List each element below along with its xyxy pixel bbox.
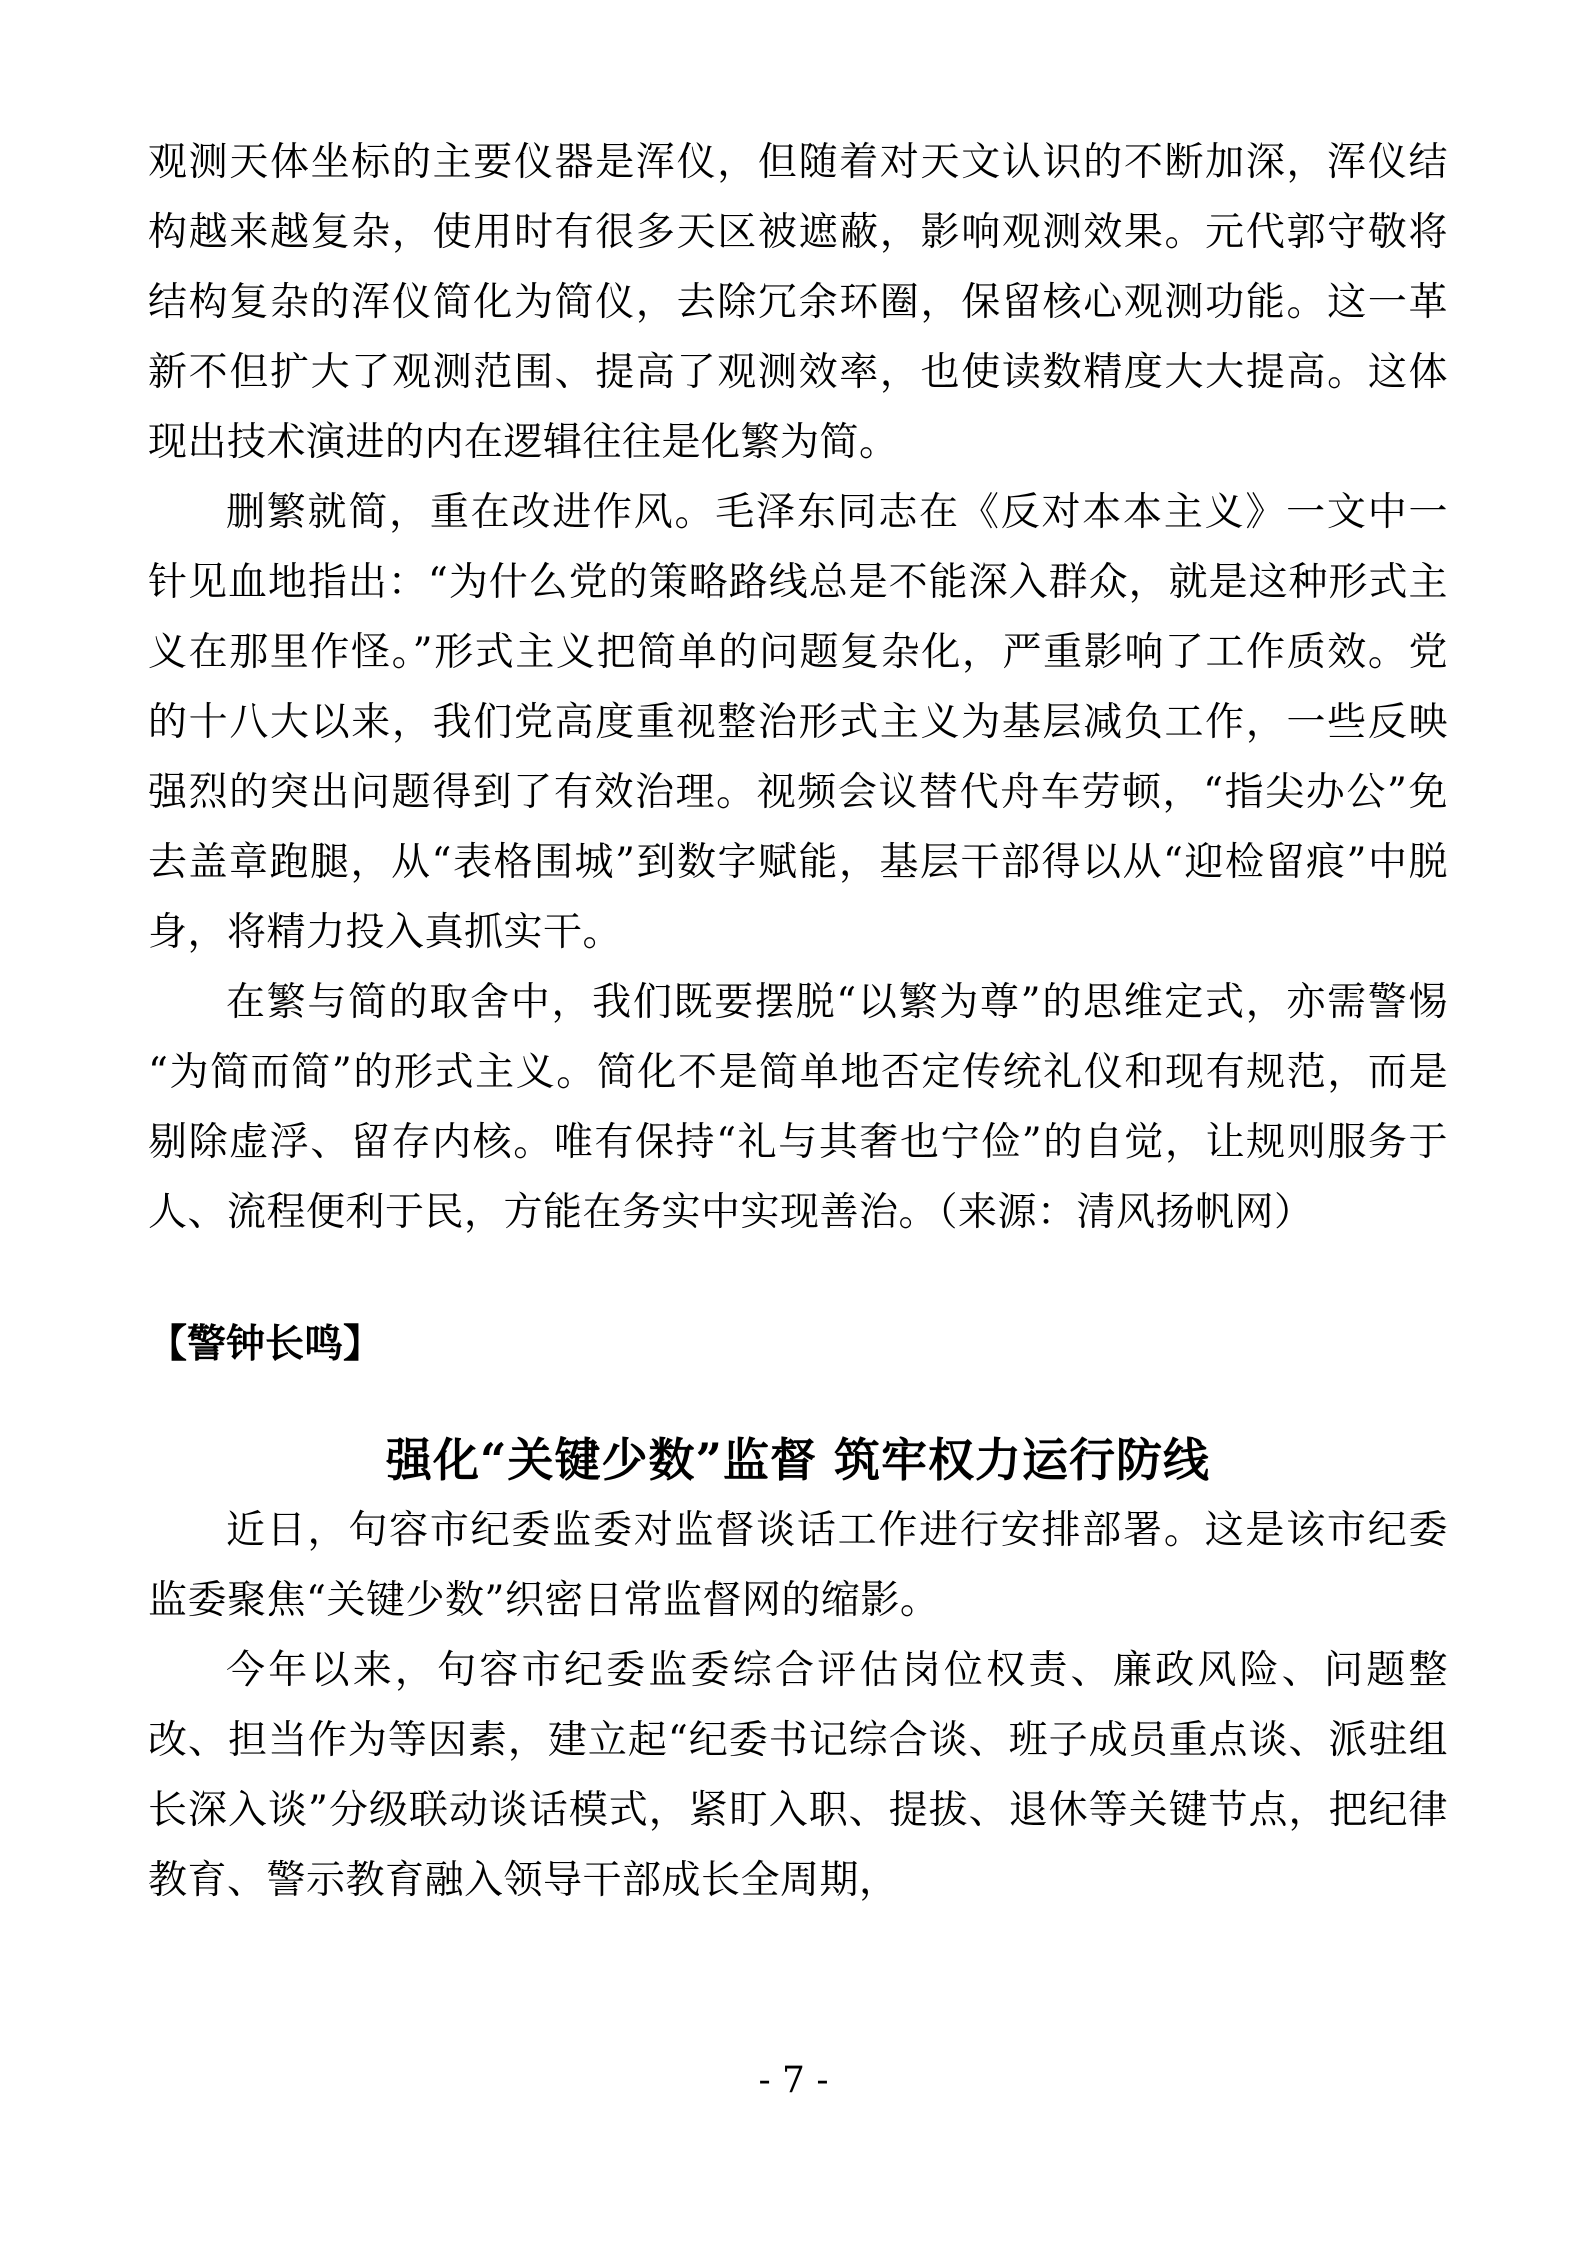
page-content: [148, 128, 1448, 1916]
paragraph-3: 在繁与简的取舍中，我们既要摆脱“以繁为尊”的思维定式，亦需警惕“为简而简”的形式主义。简化不是简单地否定传统礼仪和现有规范，而是剔除虚浮、留存内核。唯有保持“礼与其奢也宁俭”的自觉，让规则服务于人、流程便利于民，方能在务实中实现善治。（来源：清风扬帆网）: [148, 980, 1448, 1235]
article-paragraph-1: 近日，句容市纪委监委对监督谈话工作进行安排部署。这是该市纪委监委聚焦“关键少数”织密日常监督网的缩影。: [148, 1508, 1448, 1623]
article-title: 强化“关键少数”监督 筑牢权力运行防线: [386, 1433, 1210, 1487]
page-number: - 7 -: [758, 2060, 829, 2101]
section-label-jingzhongchangming: 【警钟长鸣】: [148, 1322, 383, 1367]
paragraph-2: 删繁就简，重在改进作风。毛泽东同志在《反对本本主义》一文中一针见血地指出：“为什么党的策略路线总是不能深入群众，就是这种形式主义在那里作怪。”形式主义把简单的问题复杂化，严重影响了工作质效。党的十八大以来，我们党高度重视整治形式主义为基层减负工作，一些反映强烈的突出问题得到了有效治理。视频会议替代舟车劳顿，“指尖办公”免去盖章跑腿，从“表格围城”到数字赋能，基层干部得以从“迎检留痕”中脱身，将精力投入真抓实干。: [148, 490, 1448, 955]
paragraph-1: 观测天体坐标的主要仪器是浑仪，但随着对天文认识的不断加深，浑仪结构越来越复杂，使用时有很多天区被遮蔽，影响观测效果。元代郭守敬将结构复杂的浑仪简化为简仪，去除冗余环圈，保留核心观测功能。这一革新不但扩大了观测范围、提高了观测效率，也使读数精度大大提高。这体现出技术演进的内在逻辑往往是化繁为简。: [148, 140, 1448, 465]
section-spacer-top: [148, 1248, 1448, 1310]
section-spacer-bottom: [148, 1380, 1448, 1424]
article-paragraph-2: 今年以来，句容市纪委监委综合评估岗位权责、廉政风险、问题整改、担当作为等因素，建立起“纪委书记综合谈、班子成员重点谈、派驻组长深入谈”分级联动谈话模式，紧盯入职、提拔、退休等关键节点，把纪律教育、警示教育融入领导干部成长全周期，: [148, 1648, 1448, 1903]
